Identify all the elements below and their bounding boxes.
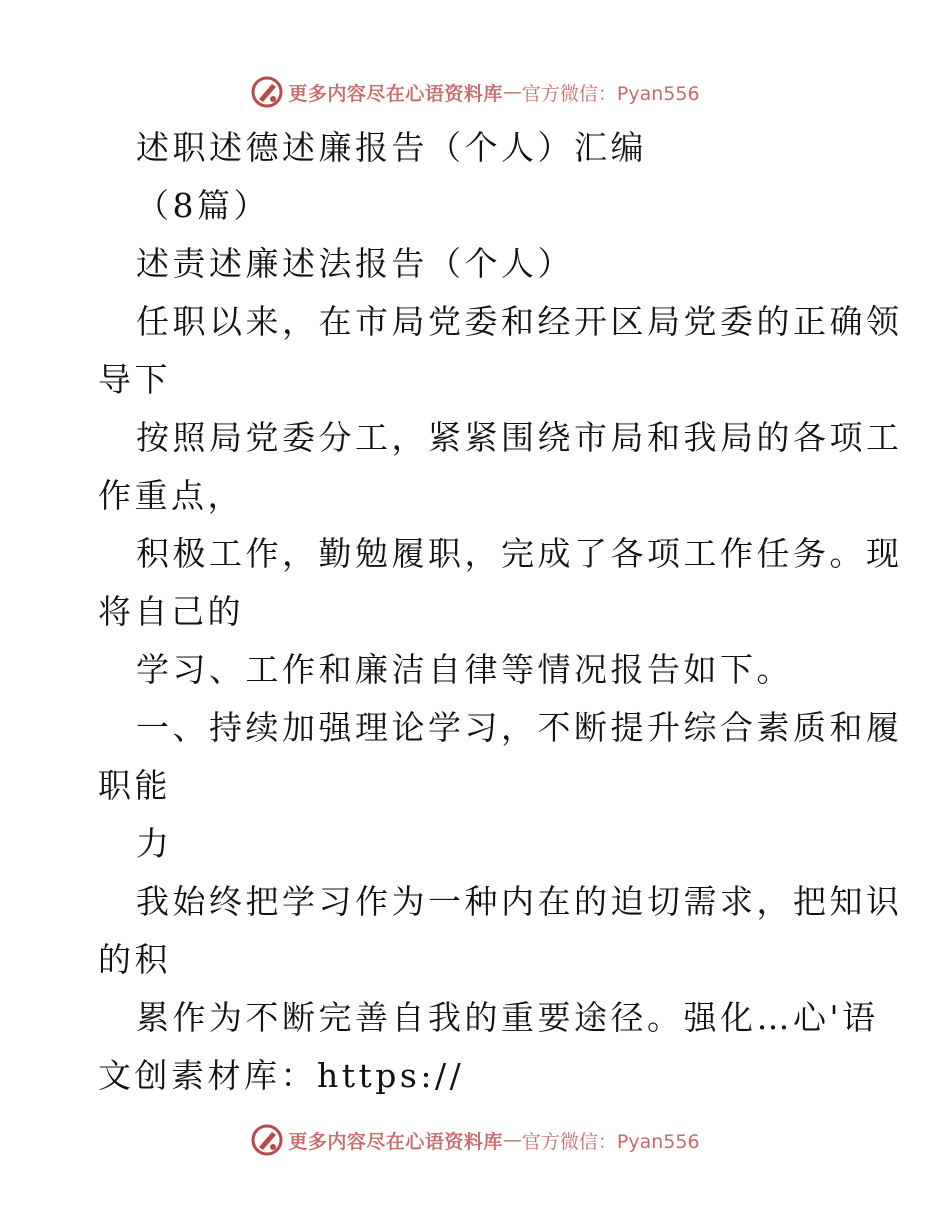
paragraph-line: 累作为不断完善自我的重要途径。强化…心'语 — [136, 998, 879, 1037]
watermark-separator: — — [502, 81, 522, 103]
document-title: 述职述德述廉报告（个人）汇编 — [136, 128, 647, 167]
section-heading: 述责述廉述法报告（个人） — [136, 244, 574, 283]
paragraph-line: 按照局党委分工，紧紧围绕市局和我局的各项工 — [136, 418, 903, 457]
watermark-suffix: 官方微信：Pyan556 — [521, 82, 700, 105]
section-heading-line: 职能 — [98, 766, 171, 805]
watermark-suffix: 官方微信：Pyan556 — [521, 1130, 700, 1153]
paragraph-line: 的积 — [98, 940, 171, 979]
logo-icon — [250, 1123, 284, 1157]
watermark-footer — [0, 1120, 950, 1160]
paragraph-line: 将自己的 — [98, 592, 244, 631]
logo-icon — [250, 75, 284, 109]
paragraph-line: 积极工作，勤勉履职，完成了各项工作任务。现 — [136, 534, 903, 573]
paragraph-line: 我始终把学习作为一种内在的迫切需求，把知识 — [136, 882, 903, 921]
watermark-separator: — — [502, 1129, 522, 1151]
watermark-text: 更多内容尽在心语资料库 — [288, 1130, 503, 1153]
paragraph-line: 导下 — [98, 360, 171, 399]
watermark-text: 更多内容尽在心语资料库 — [288, 82, 503, 105]
section-heading-line: 力 — [136, 824, 173, 863]
watermark-header — [0, 72, 950, 112]
paragraph-line: 任职以来，在市局党委和经开区局党委的正确领 — [136, 302, 903, 341]
section-heading-line: 一、持续加强理论学习，不断提升综合素质和履 — [136, 708, 903, 747]
paragraph-line: 作重点， — [98, 476, 244, 515]
paragraph-line: 文创素材库：https:// — [98, 1056, 465, 1095]
document-subtitle: （8篇） — [136, 186, 270, 225]
paragraph-line: 学习、工作和廉洁自律等情况报告如下。 — [136, 650, 793, 689]
